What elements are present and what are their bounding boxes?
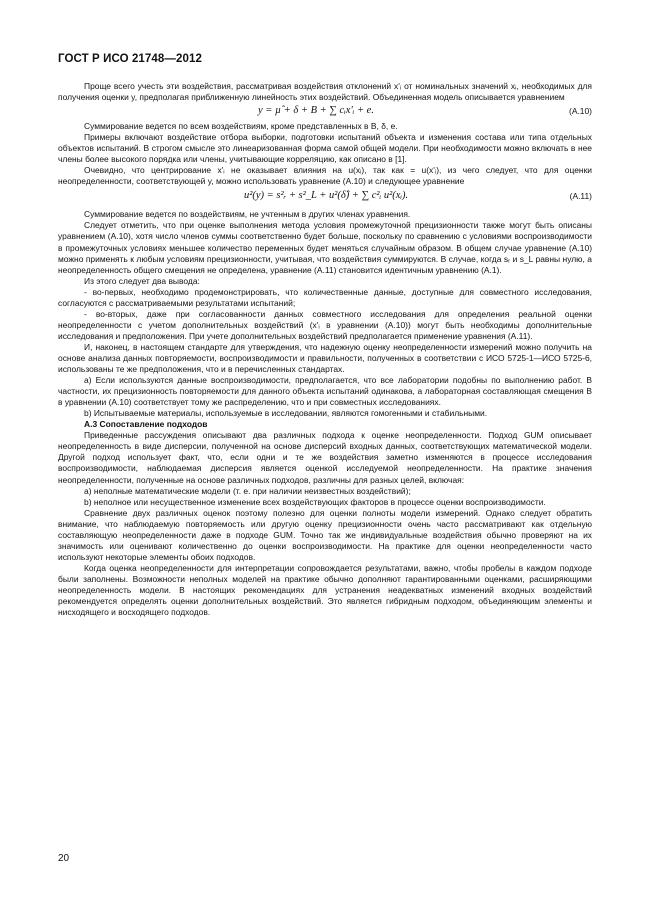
- list-item: - во-вторых, даже при согласованности данных совместного исследования для определения реальной оценки неопределенности с учетом дополнительных воздействий (x'ᵢ в уравнении (A.10)) могут быть необходимы дополнительные исследования и предположения. При учете дополнительных воздействий предполагается применение уравнения (A.11).: [58, 308, 592, 341]
- paragraph: Из этого следует два вывода:: [84, 275, 200, 286]
- paragraph: Проще всего учесть эти воздействия, рассматривая воздействия отклонений x'ᵢ от номинальных значений xᵢ, необходимых для получения оценки y, предполагая приближенную линейность этих воздействий. Объединенная модель описывается уравнением: [58, 81, 592, 103]
- list-item: - во-первых, необходимо продемонстрировать, что количественные данные, доступные для совместного исследования, согласуются с рассматриваемыми результатами испытаний;: [58, 286, 592, 308]
- formula-expression: y = µ̂ + δ + B + ∑ cᵢx'ᵢ + e.: [258, 105, 374, 117]
- paragraph: Сравнение двух различных оценок поэтому полезно для оценки полноты модели измерений. Однако следует обратить внимание, что наблюдаемую повторяемость или другую оценку прецизионности очень часто рассматривают как отдельную составляющую неопределенности даже в подходе GUM. Точно так же индивидуальные воздействия обычно проверяют на их значимость или оценивают количественно до оценки воспроизводимости. На практике для оценки неопределенности часто используют некоторые элементы обоих подходов.: [58, 507, 592, 562]
- paragraph: Когда оценка неопределенности для интерпретации сопровождается результатами, важно, чтобы пробелы в каждом подходе были заполнены. Возможности неполных моделей на практике обычно дополняют гарантированными оценками, расширяющими неопределенность модели. В настоящих рекомендациях для устранения неадекватных изменений входных воздействий рекомендуется определять оценки дополнительных воздействий. Это является гибридным подходом, объединяющим элементы и нисходящего и восходящего подходов.: [58, 562, 592, 618]
- page-number: 20: [58, 853, 70, 864]
- paragraph: Следует отметить, что при оценке выполнения метода условия промежуточной прецизионности также могут быть описаны уравнением (A.10), хотя число членов суммы соответственно будет больше, поскольку по сравнению с условиями воспроизводимости в промежуточных условиях меньшее количество переменных будет меняться случайным образом. В общем случае уравнение (A.10) можно применять к любым условиям прецизионности, учитывая, что воздействия суммируются. В случае, когда sᵣ и s_L равны нулю, а неопределенность общего смещения не определена, уравнение (A.11) становится идентичным уравнению (A.1).: [58, 220, 592, 275]
- formula-a10: [58, 105, 592, 119]
- list-item: a) Если используются данные воспроизводимости, предполагается, что все лаборатории подобны по выполнению работ. В частности, их прецизионность повторяемости для данного объекта испытаний одинакова, а лабораторная составляющая смещения B в уравнении (A.10) соответствует тому же распределению, что и при совместных исследованиях.: [58, 375, 592, 408]
- list-item: a) неполные математические модели (т. е. при наличии неизвестных воздействий);: [84, 485, 411, 496]
- section-heading: A.3 Сопоставление подходов: [84, 419, 208, 430]
- paragraph: Приведенные рассуждения описывают два различных подхода к оценке неопределенности. Подход GUM описывает неопределенность в виде дисперсии, полученной на основе дисперсий входных данных, соответствующих математической модели. Другой подход использует факт, что, если одни и те же воздействия заметно изменяются в процессе исследования воспроизводимости, наблюдаемая дисперсия является оценкой исследуемой неопределенности. На практике значения неопределенности, полученные на основе различных подходов, различны для разных целей, включая:: [58, 430, 592, 485]
- standard-header: ГОСТ Р ИСО 21748—2012: [58, 53, 203, 65]
- paragraph: И, наконец, в настоящем стандарте для утверждения, что надежную оценку неопределенности измерений можно получить на основе анализа данных повторяемости, воспроизводимости и правильности, полученных в соответствии с ИСО 5725-1—ИСО 5725-6, использованы те же предположения, что и в перечисленных стандартах.: [58, 341, 592, 375]
- paragraph: Очевидно, что центрирование x'ᵢ не оказывает влияния на u(xᵢ), так как = u(x'ᵢ), из чего следует, что для оценки неопределенности, соответствующей y, можно использовать уравнение (A.10) и следующее уравнение: [58, 165, 592, 187]
- formula-a11: [58, 190, 592, 206]
- paragraph: Суммирование ведется по всем воздействиям, кроме представленных в B, δ, e.: [84, 121, 398, 132]
- formula-number: (A.11): [569, 191, 592, 202]
- list-item: b) неполное или несущественное изменение всех воздействующих факторов в процессе оценки воспроизводимости.: [84, 496, 546, 507]
- paragraph: Суммирование ведется по воздействиям, не учтенным в других членах уравнения.: [84, 209, 411, 220]
- formula-expression: u²(y) = s²ᵣ + s²_L + u²(δ̂) + ∑ c²ᵢ u²(xᵢ).: [244, 190, 409, 202]
- formula-number: (A.10): [569, 106, 592, 117]
- paragraph: Примеры включают воздействие отбора выборки, подготовки испытаний объекта и изменения состава или типа отдельных объектов испытаний. В строгом смысле это линеаризованная форма самой общей модели. При необходимости можно включать в нее члены более высокого порядка или члены, учитывающие корреляцию, как описано в [1].: [58, 132, 592, 165]
- list-item: b) Испытываемые материалы, используемые в исследовании, являются гомогенными и стабильными.: [84, 408, 488, 419]
- document-body: [58, 81, 592, 618]
